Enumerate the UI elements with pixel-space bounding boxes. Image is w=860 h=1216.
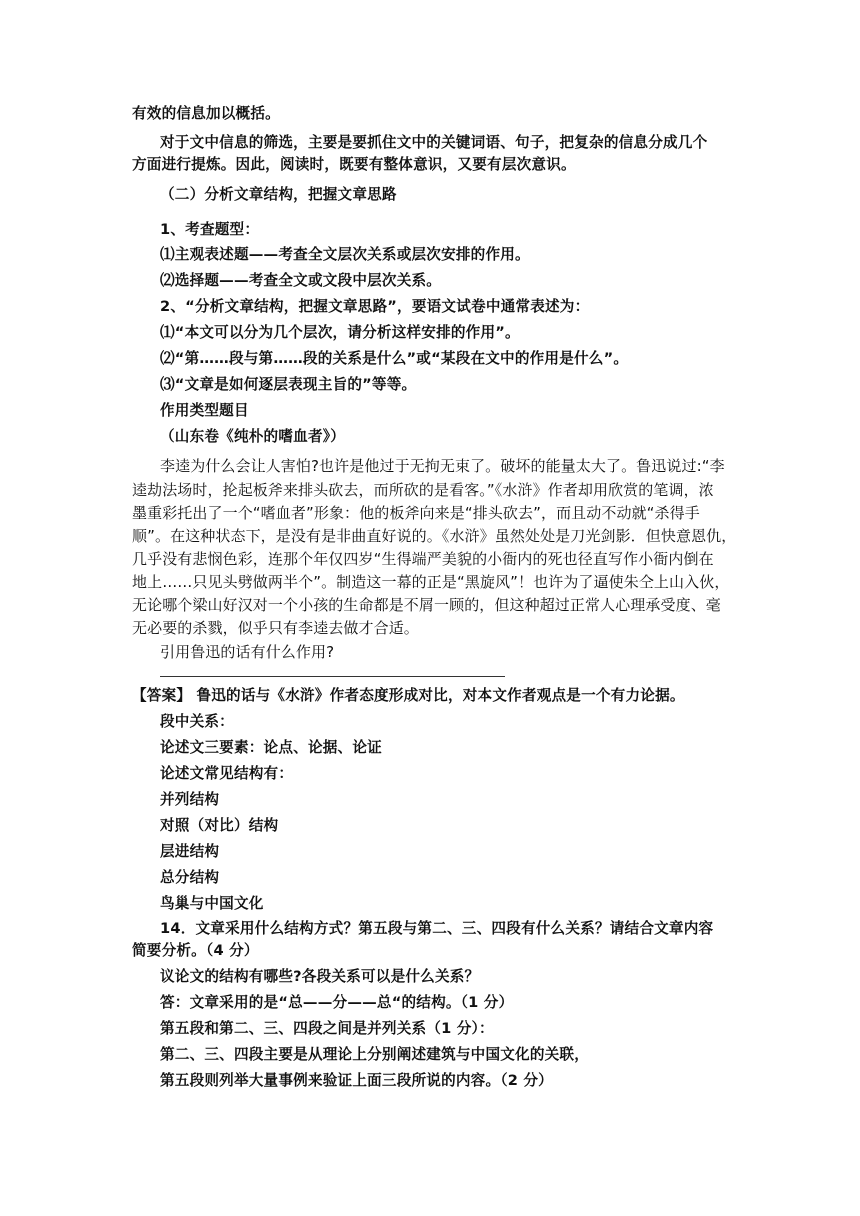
answer-line: 第五段则列举大量事例来验证上面三段所说的内容。（2 分）	[160, 1072, 553, 1089]
passage-line: 逵劫法场时，抡起板斧来排头砍去，而所砍的是看客。”《水浒》作者却用欣赏的笔调，浓	[132, 481, 714, 499]
text-line: 2、“分析文章结构，把握文章思路”，要语文试卷中通常表述为：	[160, 298, 590, 315]
text-line: 段中关系：	[160, 713, 234, 730]
text-line: 1、考查题型：	[160, 221, 260, 238]
passage-line: 几乎没有悲悯色彩，连那个年仅四岁“生得端严美貌的小衙内的死也径直写作小衙内倒在	[132, 550, 714, 568]
text-line: 总分结构	[160, 869, 220, 886]
question-line: 14．文章采用什么结构方式？第五段与第二、三、四段有什么关系？请结合文章内容	[160, 920, 714, 937]
passage-line: 墨重彩托出了一个“嗜血者”形象：他的板斧向来是“排头砍去”，而且动不动就“杀得手	[132, 504, 700, 522]
source-label: （山东卷《纯朴的嗜血者》）	[160, 428, 346, 445]
answer-line: 【答案】 鲁迅的话与《水浒》作者态度形成对比，对本文作者观点是一个有力论据。	[132, 687, 685, 704]
text-line: 有效的信息加以概括。	[132, 105, 280, 122]
text-line: ⑵“第……段与第……段的关系是什么”或“某段在文中的作用是什么”。	[160, 350, 629, 367]
text-line: 层进结构	[160, 843, 220, 860]
section-heading: （二）分析文章结构，把握文章思路	[160, 186, 397, 203]
question-line: 简要分析。（4 分）	[132, 942, 259, 959]
question-line: 引用鲁迅的话有什么作用?	[160, 643, 335, 661]
answer-line: 答：文章采用的是“总——分——总“的结构。（1 分）	[160, 994, 514, 1011]
text-line: 对照（对比）结构	[160, 817, 279, 834]
text-line: 鸟巢与中国文化	[160, 895, 264, 912]
answer-blank-line	[160, 676, 505, 677]
text-line: 并列结构	[160, 791, 220, 808]
text-line: 论述文三要素：论点、论据、论证	[160, 739, 382, 756]
text-line: 作用类型题目	[160, 402, 249, 419]
text-line: ⑵选择题——考查全文或文段中层次关系。	[160, 272, 442, 289]
passage-line: 李逵为什么会让人害怕?也许是他过于无拘无束了。破坏的能量太大了。鲁迅说过:“李	[160, 457, 725, 475]
passage-line: 顺”。在这种状态下，是没有是非曲直好说的。《水浒》虽然处处是刀光剑影．但快意恩仇，	[132, 527, 737, 545]
text-line: 议论文的结构有哪些?各段关系可以是什么关系？	[160, 968, 480, 985]
text-line: ⑴“本文可以分为几个层次，请分析这样安排的作用”。	[160, 324, 520, 341]
answer-line: 第二、三、四段主要是从理论上分别阐述建筑与中国文化的关联，	[160, 1046, 590, 1063]
passage-line: 无必要的杀戮，似乎只有李逵去做才合适。	[132, 619, 419, 637]
text-line: ⑴主观表述题——考查全文层次关系或层次安排的作用。	[160, 246, 530, 263]
passage-line: 无论哪个梁山好汉对一个小孩的生命都是不屑一顾的，但这种超过正常人心理承受度、毫	[132, 596, 721, 614]
answer-line: 第五段和第二、三、四段之间是并列关系（1 分）：	[160, 1020, 494, 1037]
passage-line: 地上……只见头劈做两半个”。制造这一幕的正是“黑旋风”！也许为了逼使朱仝上山入伙，	[132, 573, 730, 591]
text-line: 对于文中信息的筛选，主要是要抓住文中的关键词语、句子，把复杂的信息分成几个	[160, 134, 708, 151]
text-line: 论述文常见结构有：	[160, 765, 294, 782]
text-line: ⑶“文章是如何逐层表现主旨的”等等。	[160, 376, 417, 393]
text-line: 方面进行提炼。因此，阅读时，既要有整体意识，又要有层次意识。	[132, 156, 576, 173]
